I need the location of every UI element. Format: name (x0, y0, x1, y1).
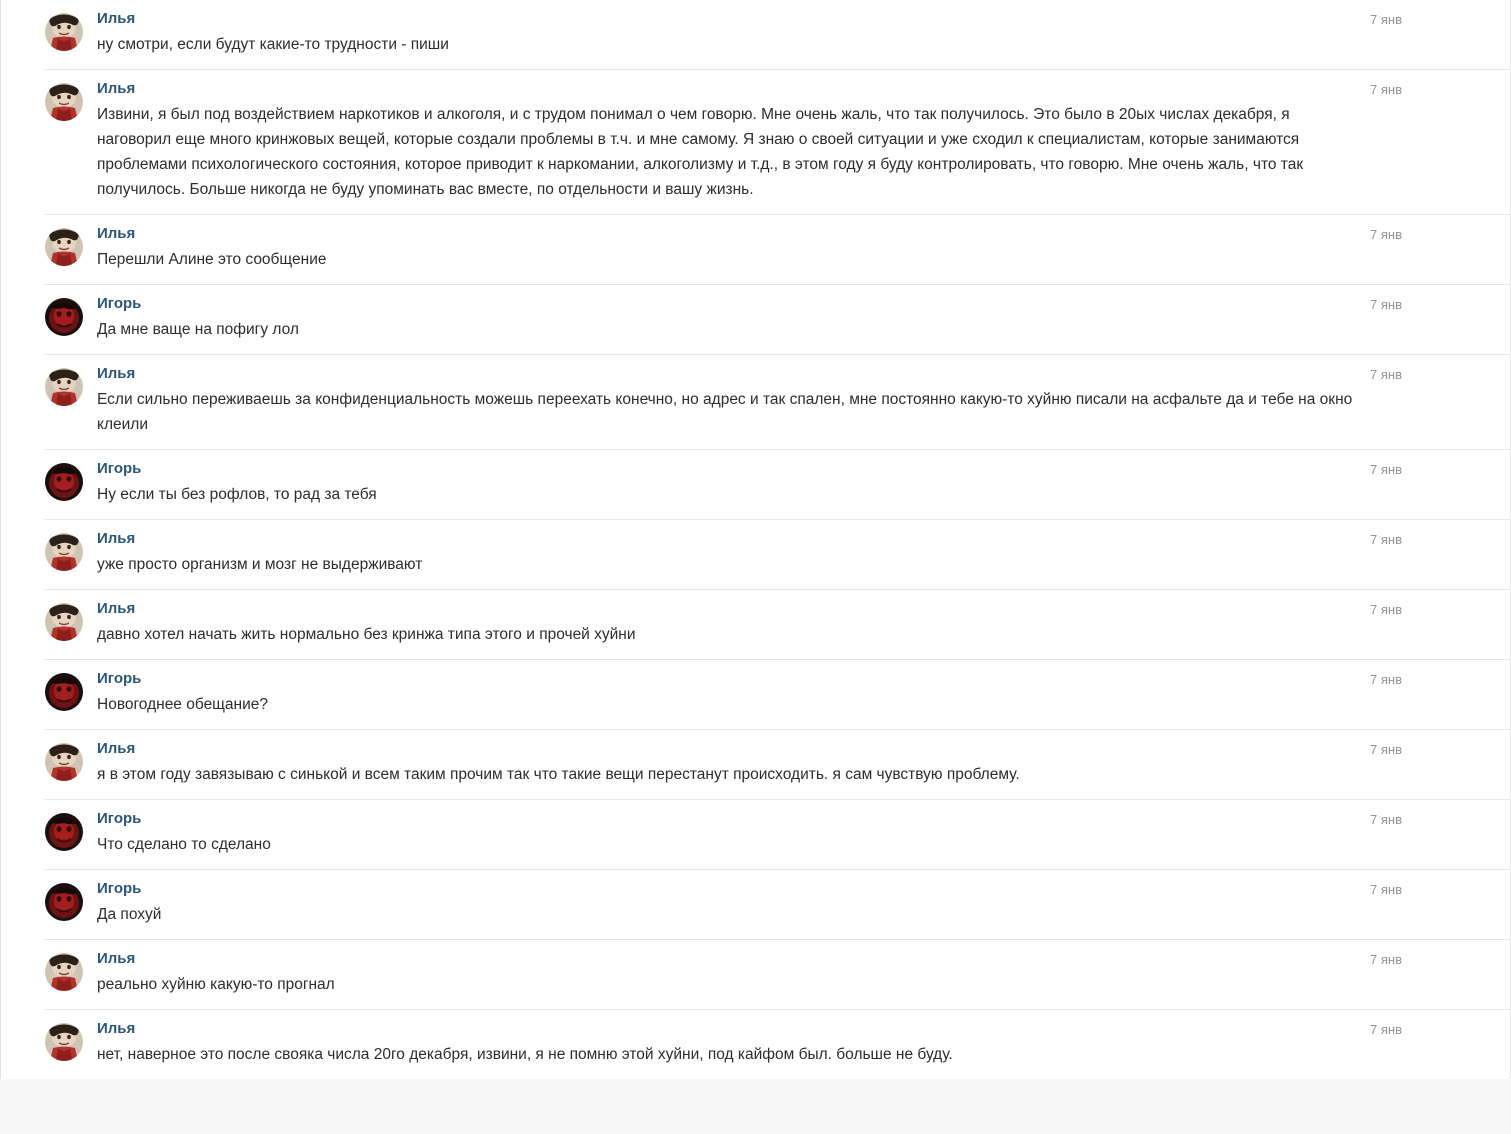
igor-avatar[interactable] (45, 813, 83, 851)
message-body (97, 225, 1510, 272)
message-body (97, 80, 1510, 202)
igor-avatar[interactable] (45, 298, 83, 336)
message-date: 7 янв (1370, 952, 1402, 967)
message-author[interactable]: Илья (97, 80, 136, 97)
message-body (97, 950, 1510, 997)
message-text: давно хотел начать жить нормально без кринжа типа этого и прочей хуйни (97, 626, 636, 643)
ilya-avatar[interactable] (45, 953, 83, 991)
message-body (97, 1020, 1510, 1067)
message-row[interactable] (45, 660, 1510, 730)
message-text: Новогоднее обещание? (97, 696, 269, 713)
message-text: Да мне ваще на пофигу лол (97, 321, 299, 338)
ilya-avatar[interactable] (45, 13, 83, 51)
message-date: 7 янв (1370, 602, 1402, 617)
message-text: Что сделано то сделано (97, 836, 271, 853)
message-author[interactable]: Илья (97, 740, 136, 757)
message-row[interactable] (45, 0, 1510, 70)
message-row[interactable] (45, 520, 1510, 590)
message-date: 7 янв (1370, 12, 1402, 27)
message-date: 7 янв (1370, 532, 1402, 547)
message-row[interactable] (45, 215, 1510, 285)
message-author[interactable]: Игорь (97, 460, 142, 477)
message-author[interactable]: Илья (97, 530, 136, 547)
igor-avatar[interactable] (45, 463, 83, 501)
message-date: 7 янв (1370, 672, 1402, 687)
message-row[interactable] (45, 940, 1510, 1010)
message-date: 7 янв (1370, 367, 1402, 382)
message-row[interactable] (45, 590, 1510, 660)
message-date: 7 янв (1370, 742, 1402, 757)
message-author[interactable]: Игорь (97, 880, 142, 897)
message-author[interactable]: Илья (97, 365, 136, 382)
message-row[interactable] (45, 730, 1510, 800)
message-body (97, 530, 1510, 577)
message-text: Если сильно переживаешь за конфиденциальность можешь переехать конечно, но адрес и так спален, мне постоянно какую-то хуйню писали на асфальте да и тебе на окно клеили (97, 391, 1357, 433)
message-author[interactable]: Игорь (97, 810, 142, 827)
ilya-avatar[interactable] (45, 83, 83, 121)
message-text: Ну если ты без рофлов, то рад за тебя (97, 486, 377, 503)
igor-avatar[interactable] (45, 673, 83, 711)
message-row[interactable] (45, 450, 1510, 520)
message-text: нет, наверное это после свояка числа 20го декабря, извини, я не помню этой хуйни, под кайфом был. больше не буду. (97, 1046, 953, 1063)
message-text: Да похуй (97, 906, 162, 923)
message-body (97, 295, 1510, 342)
message-date: 7 янв (1370, 882, 1402, 897)
message-text: уже просто организм и мозг не выдерживают (97, 556, 423, 573)
message-text: Извини, я был под воздействием наркотиков и алкоголя, и с трудом понимал о чем говорю. Мне очень жаль, что так получилось. Это было в 20ых числах декабря, я наговорил еще много кринжовых вещей, которые создали проблемы в т.ч. и мне самому. Я знаю о своей ситуации и уже сходил к специалистам, которые занимаются проблемами психологического состояния, которое приводит к наркомании, алкоголизму и т.д., в этом году я буду контролировать, что говорю. Мне очень жаль, что так получилось. Больше никогда не буду упоминать вас вместе, по отдельности и вашу жизнь. (97, 106, 1308, 198)
message-date: 7 янв (1370, 1022, 1402, 1037)
message-body (97, 810, 1510, 857)
message-author[interactable]: Илья (97, 225, 136, 242)
ilya-avatar[interactable] (45, 368, 83, 406)
message-body (97, 880, 1510, 927)
message-row[interactable] (45, 800, 1510, 870)
message-row[interactable] (45, 870, 1510, 940)
message-author[interactable]: Игорь (97, 670, 142, 687)
message-row[interactable] (45, 355, 1510, 450)
message-date: 7 янв (1370, 812, 1402, 827)
message-author[interactable]: Игорь (97, 295, 142, 312)
message-text: ну смотри, если будут какие-то трудности - пиши (97, 36, 449, 53)
message-author[interactable]: Илья (97, 10, 136, 27)
message-body (97, 460, 1510, 507)
ilya-avatar[interactable] (45, 603, 83, 641)
message-body (97, 740, 1510, 787)
message-body (97, 365, 1510, 437)
message-text: я в этом году завязываю с синькой и всем таким прочим так что такие вещи перестанут происходить. я сам чувствую проблему. (97, 766, 1020, 783)
ilya-avatar[interactable] (45, 743, 83, 781)
message-date: 7 янв (1370, 297, 1402, 312)
message-date: 7 янв (1370, 227, 1402, 242)
message-row[interactable] (45, 285, 1510, 355)
ilya-avatar[interactable] (45, 228, 83, 266)
message-date: 7 янв (1370, 82, 1402, 97)
message-body (97, 600, 1510, 647)
message-body (97, 670, 1510, 717)
message-date: 7 янв (1370, 462, 1402, 477)
ilya-avatar[interactable] (45, 533, 83, 571)
message-row[interactable] (45, 1010, 1510, 1079)
message-body (97, 10, 1510, 57)
message-row[interactable] (45, 70, 1510, 215)
message-author[interactable]: Илья (97, 1020, 136, 1037)
igor-avatar[interactable] (45, 883, 83, 921)
message-author[interactable]: Илья (97, 950, 136, 967)
message-text: реально хуйню какую-то прогнал (97, 976, 335, 993)
message-author[interactable]: Илья (97, 600, 136, 617)
ilya-avatar[interactable] (45, 1023, 83, 1061)
message-text: Перешли Алине это сообщение (97, 251, 327, 268)
